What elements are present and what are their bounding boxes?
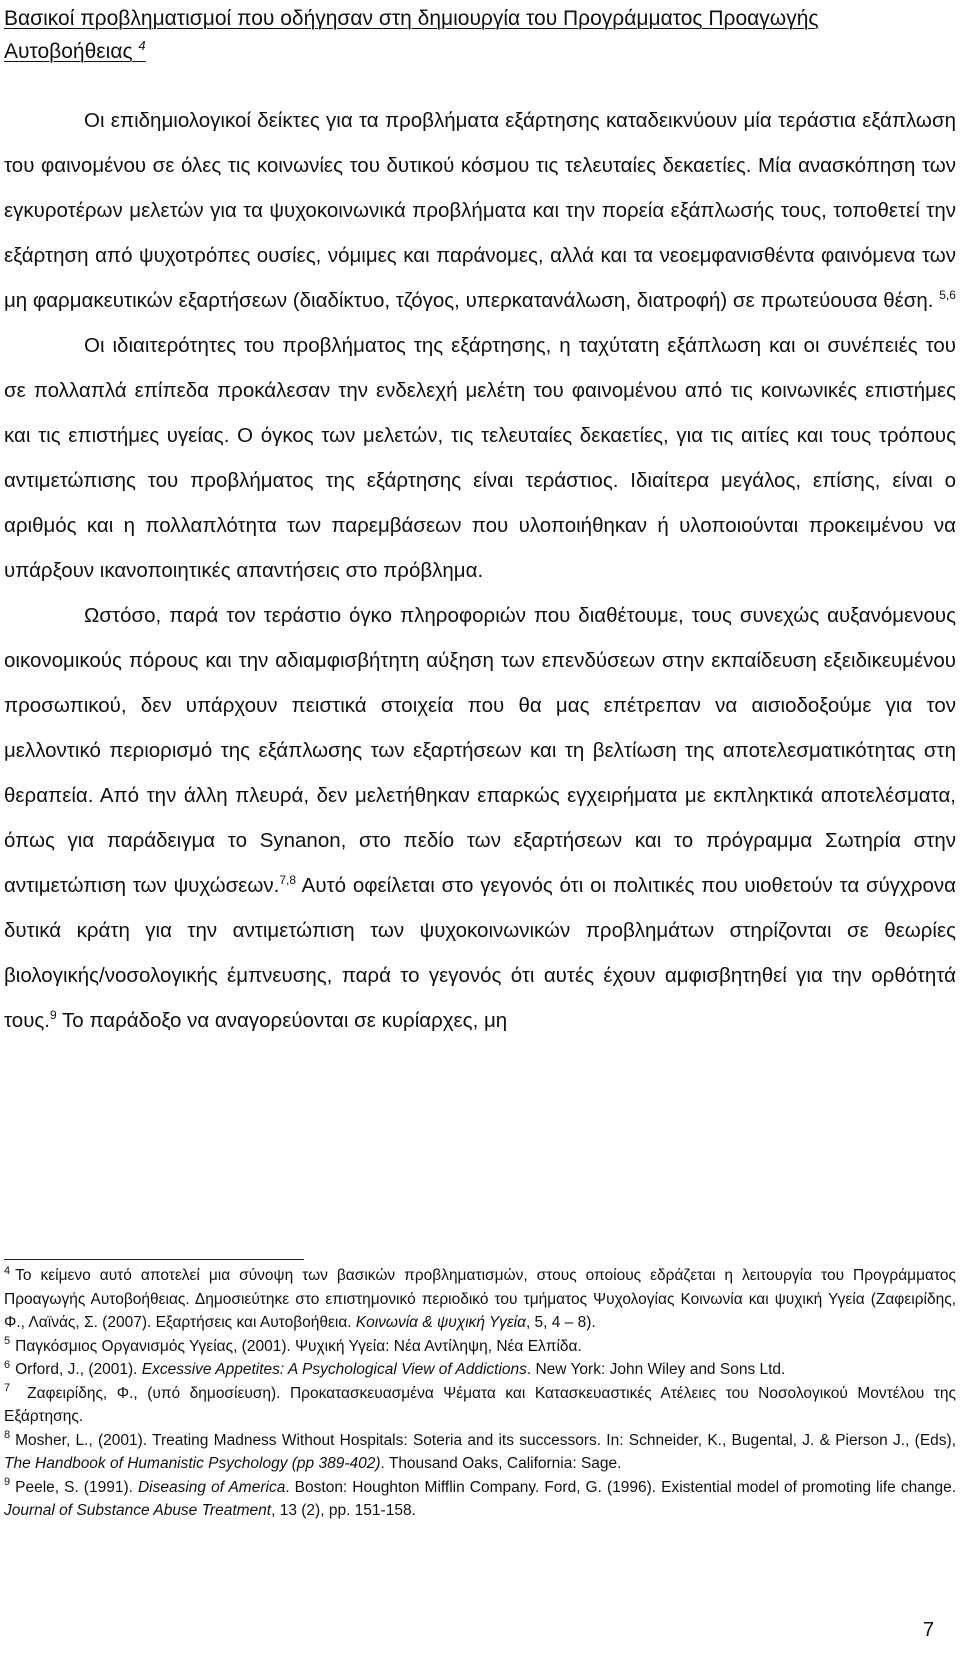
footnote-number: 5 <box>4 1335 11 1348</box>
footnote-text: , 13 (2), pp. 151-158. <box>271 1502 416 1519</box>
footnote-text: , 5, 4 – 8). <box>525 1314 596 1331</box>
footnote-text: Παγκόσμιος Οργανισμός Υγείας, (2001). Ψυχική Υγεία: Νέα Αντίληψη, Νέα Ελπίδα. <box>15 1337 582 1355</box>
footnote-text: . Boston: Houghton Mifflin Company. Ford, G. (1996). Existential model of promoting life change. <box>285 1478 957 1496</box>
footnote-text: Το κείμενο αυτό αποτελεί μια σύνοψη των βασικών προβληματισμών, στους οποίους εδράζεται η λειτουργία του Προγράμματος Προαγωγής Αυτοβοήθειας. Δημοσιεύτηκε στο επιστημονικό περιοδικό του τμήματος Ψυχολογίας Κοινωνία και ψυχική Υγεία (Ζαφειρίδης, Φ., Λαϊνάς, Σ. (2007). Εξαρτήσεις και Αυτοβοήθεια. <box>4 1267 956 1331</box>
footnote-text: Mosher, L., (2001). Treating Madness Without Hospitals: Soteria and its successors. In: Schneider, K., Bugental, J. & Pierson J., (Eds), <box>15 1431 956 1449</box>
section-heading-text: Βασικοί προβληματισμοί που οδήγησαν στη δημιουργία του Προγράμματος Προαγωγής Αυτοβοήθειας <box>4 7 819 63</box>
body-text <box>4 98 956 1043</box>
paragraph-2 <box>4 323 956 593</box>
footnote-number: 7 <box>4 1382 11 1395</box>
footnote-9 <box>4 1476 956 1523</box>
footnote-book-title: Diseasing of America <box>137 1478 286 1496</box>
footnote-number: 6 <box>4 1358 11 1371</box>
footnote-text: Peele, S. (1991). <box>15 1478 138 1496</box>
footnote-text: Orford, J., (2001). <box>15 1361 142 1378</box>
footnote-text: Ζαφειρίδης, Φ., (υπό δημοσίευση). Προκατασκευασμένα Ψέματα και Κατασκευαστικές Ατέλειες του Νοσολογικού Μοντέλου της Εξάρτησης. <box>4 1384 956 1425</box>
footnote-book-title: Excessive Appetites: A Psychological View of Addictions <box>141 1361 527 1378</box>
paragraph-1-text: Οι επιδημιολογικοί δείκτες για τα προβλήματα εξάρτησης καταδεικνύουν μία τεράστια εξάπλωση του φαινομένου σε όλες τις κοινωνίες του δυτικού κόσμου τις τελευταίες δεκαετίες. Μία ανασκόπηση των εγκυροτέρων μελετών για τα ψυχοκοινωνικά προβλήματα και την πορεία εξάπλωσής τους, τοποθετεί την εξάρτηση από ψυχοτρόπες ουσίες, νόμιμες και παράνομες, αλλά και τα νεοεμφανισθέντα φαινόμενα των μη φαρμακευτικών εξαρτήσεων (διαδίκτυο, τζόγος, υπερκατανάλωση, διατροφή) σε πρωτεύουσα θέση. <box>4 109 956 312</box>
footnotes <box>4 1264 956 1523</box>
section-heading <box>4 2 904 68</box>
page-number: 7 <box>923 1619 935 1641</box>
footnote-text: . Thousand Oaks, California: Sage. <box>380 1455 622 1472</box>
paragraph-3-text-b: Αυτό οφείλεται στο γεγονός ότι οι πολιτικές που υιοθετούν τα σύγχρονα δυτικά κράτη για την αντιμετώπιση των ψυχοκοινωνικών προβλημάτων στηρίζονται σε θεωρίες βιολογικής/νοσολογικής έμπνευσης, παρά το γεγονός ότι αυτές έχουν αμφισβητηθεί για την ορθότητά τους. <box>4 874 956 1032</box>
paragraph-3-text-c: Το παράδοξο να αναγορεύονται σε κυρίαρχες, μη <box>56 1009 508 1032</box>
footnote-number: 8 <box>4 1429 11 1442</box>
footnote-ref-7-8[interactable]: 7,8 <box>279 873 297 888</box>
footnote-number: 4 <box>4 1264 11 1277</box>
footnote-ref-9[interactable]: 9 <box>50 1008 57 1023</box>
footnote-6 <box>4 1358 956 1382</box>
footnote-journal-title: Κοινωνία & ψυχική Υγεία <box>355 1314 526 1331</box>
paragraph-3 <box>4 593 956 1043</box>
footnote-5 <box>4 1335 956 1359</box>
paragraph-3-text-a: Ωστόσο, παρά τον τεράστιο όγκο πληροφοριών που διαθέτουμε, τους συνεχώς αυξανόμενους οικονομικούς πόρους και την αδιαμφισβήτητη αύξηση των επενδύσεων στην εκπαίδευση εξειδικευμένου προσωπικού, δεν υπάρχουν πειστικά στοιχεία που θα μας επέτρεπαν να αισιοδοξούμε για τον μελλοντικό περιορισμό της εξάπλωσης των εξαρτήσεων και τη βελτίωση της αποτελεσματικότητας στη θεραπεία. Από την άλλη πλευρά, δεν μελετήθηκαν επαρκώς εγχειρήματα με εκπληκτικά αποτελέσματα, όπως για παράδειγμα το Synanon, στο πεδίο των εξαρτήσεων και το πρόγραμμα Σωτηρία στην αντιμετώπιση των ψυχώσεων. <box>4 604 956 897</box>
paragraph-1 <box>4 98 956 323</box>
footnote-number: 9 <box>4 1476 11 1489</box>
paragraph-2-text: Οι ιδιαιτερότητες του προβλήματος της εξάρτησης, η ταχύτατη εξάπλωση και οι συνέπειές του σε πολλαπλά επίπεδα προκάλεσαν την ενδελεχή μελέτη του φαινομένου από τις κοινωνικές επιστήμες και τις επιστήμες υγείας. Ο όγκος των μελετών, τις τελευταίες δεκαετίες, για τις αιτίες και τους τρόπους αντιμετώπισης του προβλήματος της εξάρτησης είναι τεράστιος. Ιδιαίτερα μεγάλος, επίσης, είναι ο αριθμός και η πολλαπλότητα των παρεμβάσεων που υλοποιήθηκαν ή υλοποιούνται προκειμένου να υπάρξουν ικανοποιητικές απαντήσεις στο πρόβλημα. <box>4 334 956 582</box>
footnote-book-title: The Handbook of Humanistic Psychology (pp 389-402) <box>4 1455 381 1472</box>
footnote-separator <box>4 1259 304 1260</box>
footnote-4 <box>4 1264 956 1335</box>
footnote-ref-4[interactable]: 4 <box>138 38 146 53</box>
footnote-7 <box>4 1382 956 1429</box>
footnote-8 <box>4 1429 956 1476</box>
footnote-ref-5-6[interactable]: 5,6 <box>939 288 956 303</box>
footnote-text: . New York: John Wiley and Sons Ltd. <box>526 1361 786 1378</box>
footnote-journal-title: Journal of Substance Abuse Treatment <box>4 1502 272 1519</box>
